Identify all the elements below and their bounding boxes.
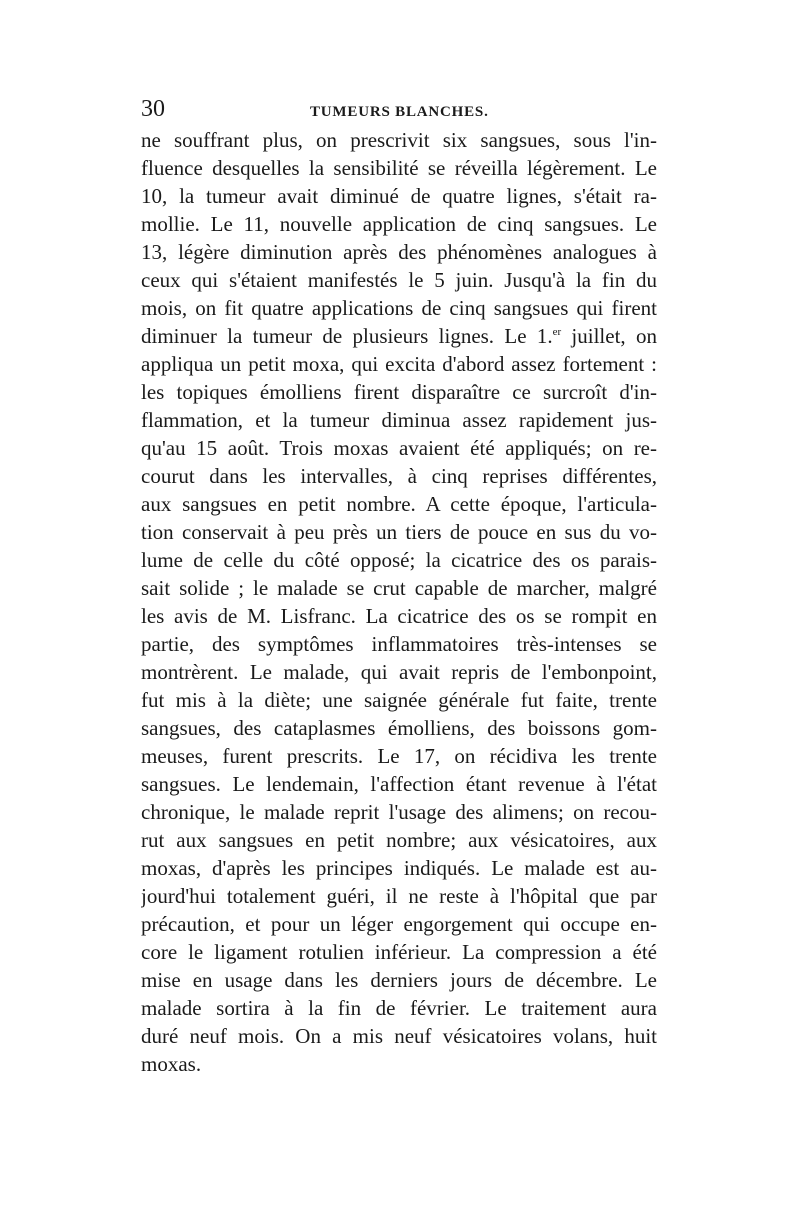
text-line: meuses, furent prescrits. Le 17, on récidiva les trente bbox=[141, 744, 657, 768]
text-line: duré neuf mois. On a mis neuf vésicatoires volans, huit bbox=[141, 1024, 657, 1048]
text-line: courut dans les intervalles, à cinq reprises différentes, bbox=[141, 464, 657, 488]
text-line: mollie. Le 11, nouvelle application de cinq sangsues. Le bbox=[141, 212, 657, 236]
text-line: flammation, et la tumeur diminua assez rapidement jus- bbox=[141, 408, 657, 432]
text-line: montrèrent. Le malade, qui avait repris de l'embonpoint, bbox=[141, 660, 657, 684]
text-line: sangsues, des cataplasmes émolliens, des boissons gom- bbox=[141, 716, 657, 740]
text-line: sait solide ; le malade se crut capable de marcher, malgré bbox=[141, 576, 657, 600]
text-line: moxas, d'après les principes indiqués. Le malade est au- bbox=[141, 856, 657, 880]
text-line: précaution, et pour un léger engorgement qui occupe en- bbox=[141, 912, 657, 936]
running-title: TUMEURS BLANCHES. bbox=[310, 104, 489, 120]
text-line: moxas. bbox=[141, 1052, 202, 1076]
body-text bbox=[141, 126, 657, 1078]
text-line: 10, la tumeur avait diminué de quatre lignes, s'était ra- bbox=[141, 184, 657, 208]
text-line: appliqua un petit moxa, qui excita d'abord assez fortement : bbox=[141, 352, 657, 376]
text-line: ceux qui s'étaient manifestés le 5 juin. Jusqu'à la fin du bbox=[141, 268, 657, 292]
text-line: mise en usage dans les derniers jours de décembre. Le bbox=[141, 968, 657, 992]
text-line: malade sortira à la fin de février. Le traitement aura bbox=[141, 996, 657, 1020]
text-line: core le ligament rotulien inférieur. La compression a été bbox=[141, 940, 657, 964]
text-line: les topiques émolliens firent disparaître ce surcroît d'in- bbox=[141, 380, 657, 404]
page-number: 30 bbox=[141, 96, 165, 122]
text-line: aux sangsues en petit nombre. A cette époque, l'articula- bbox=[141, 492, 657, 516]
text-line: sangsues. Le lendemain, l'affection étant revenue à l'état bbox=[141, 772, 657, 796]
ordinal-superscript: er bbox=[552, 326, 562, 338]
text-line: diminuer la tumeur de plusieurs lignes. Le 1.$^{er}$ juillet, on bbox=[141, 324, 657, 348]
text-line: mois, on fit quatre applications de cinq sangsues qui firent bbox=[141, 296, 657, 320]
text-line: tion conservait à peu près un tiers de pouce en sus du vo- bbox=[141, 520, 657, 544]
text-line: fluence desquelles la sensibilité se réveilla légèrement. Le bbox=[141, 156, 657, 180]
text-line: lume de celle du côté opposé; la cicatrice des os parais- bbox=[141, 548, 657, 572]
text-line: ne souffrant plus, on prescrivit six sangsues, sous l'in- bbox=[141, 128, 657, 152]
text-line: rut aux sangsues en petit nombre; aux vésicatoires, aux bbox=[141, 828, 657, 852]
text-line: fut mis à la diète; une saignée générale fut faite, trente bbox=[141, 688, 657, 712]
text-line: qu'au 15 août. Trois moxas avaient été appliqués; on re- bbox=[141, 436, 657, 460]
text-line: partie, des symptômes inflammatoires très-intenses se bbox=[141, 632, 657, 656]
text-line: chronique, le malade reprit l'usage des alimens; on recou- bbox=[141, 800, 657, 824]
text-line: les avis de M. Lisfranc. La cicatrice des os se rompit en bbox=[141, 604, 657, 628]
text-line: jourd'hui totalement guéri, il ne reste à l'hôpital que par bbox=[141, 884, 657, 908]
text-line: 13, légère diminution après des phénomènes analogues à bbox=[141, 240, 657, 264]
